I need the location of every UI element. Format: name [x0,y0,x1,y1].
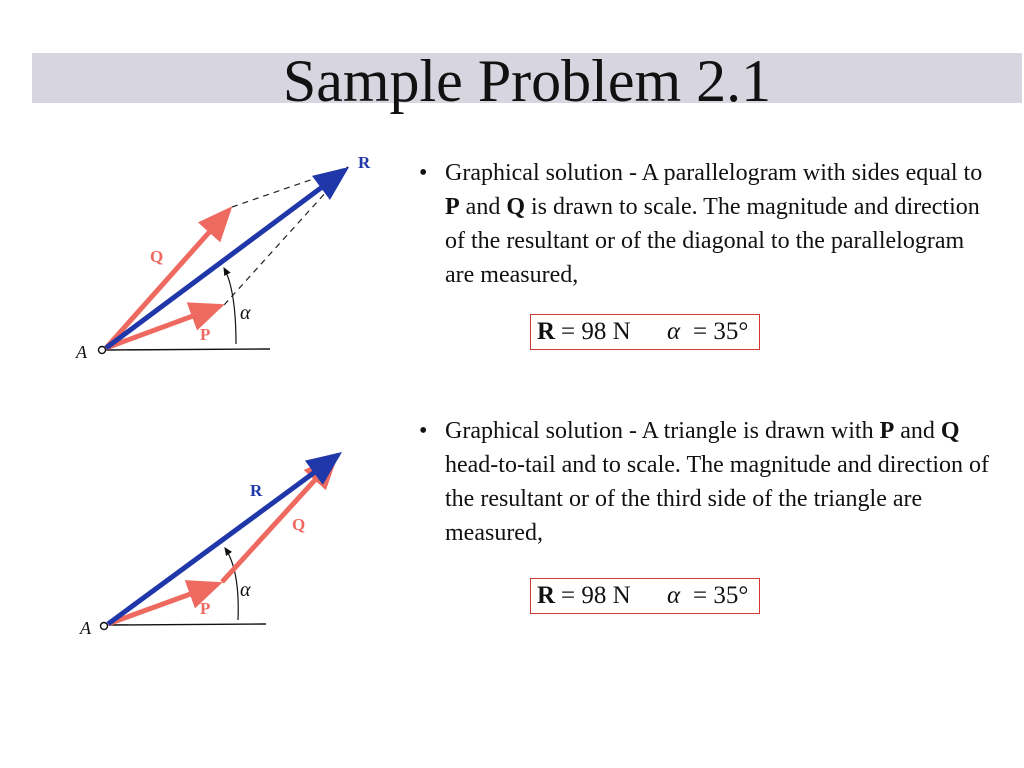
label-p-1: P [200,325,211,344]
baseline-2 [110,624,266,625]
label-r-1: R [358,153,371,172]
result-alpha-symbol: α [667,318,681,345]
label-q-2: Q [292,515,306,534]
origin-point-2 [101,623,108,630]
label-r-2: R [250,481,263,500]
page-title: Sample Problem 2.1 [282,48,772,114]
bullet-text: Graphical solution - A triangle is drawn with P and Q head-to-tail and to scale. The magnitude and direction of the resultant or of the third side of the triangle are measured, [445,418,990,546]
bullet-dot: • [419,160,428,186]
dashed-side-right [224,170,346,305]
label-alpha-2: α [240,579,251,601]
vector-r-2 [108,455,338,624]
bullet-text: Graphical solution - A parallelogram with sides equal to P and Q is drawn to scale. The magnitude and direction of the resultant or of the diagonal to the parallelogram are measured, [445,160,983,288]
bullet-dot: • [419,418,428,444]
label-alpha-1: α [240,302,251,324]
vector-q-2 [222,458,335,582]
baseline-1 [105,349,270,350]
alpha-arc-1 [224,268,236,344]
bullet-triangle [419,414,999,550]
figure-parallelogram [75,153,371,362]
origin-point-1 [99,347,106,354]
result-r-value: = 98 N [561,318,631,345]
result-r-symbol: R [537,318,556,345]
label-a-2: A [80,618,91,638]
alpha-arc-2 [225,548,238,620]
label-a-1: A [76,342,87,362]
result-alpha-value: = 35° [693,582,749,609]
result-box [530,314,760,350]
result-alpha-value: = 35° [693,318,749,345]
label-q-1: Q [150,247,164,266]
result-r-symbol: R [537,582,556,609]
figure-triangle [79,455,338,638]
result-r-value: = 98 N [561,582,631,609]
vector-r-1 [106,170,345,348]
label-p-2: P [200,599,211,618]
result-box [530,578,760,614]
bullet-parallelogram [419,156,999,292]
result-alpha-symbol: α [667,582,681,609]
